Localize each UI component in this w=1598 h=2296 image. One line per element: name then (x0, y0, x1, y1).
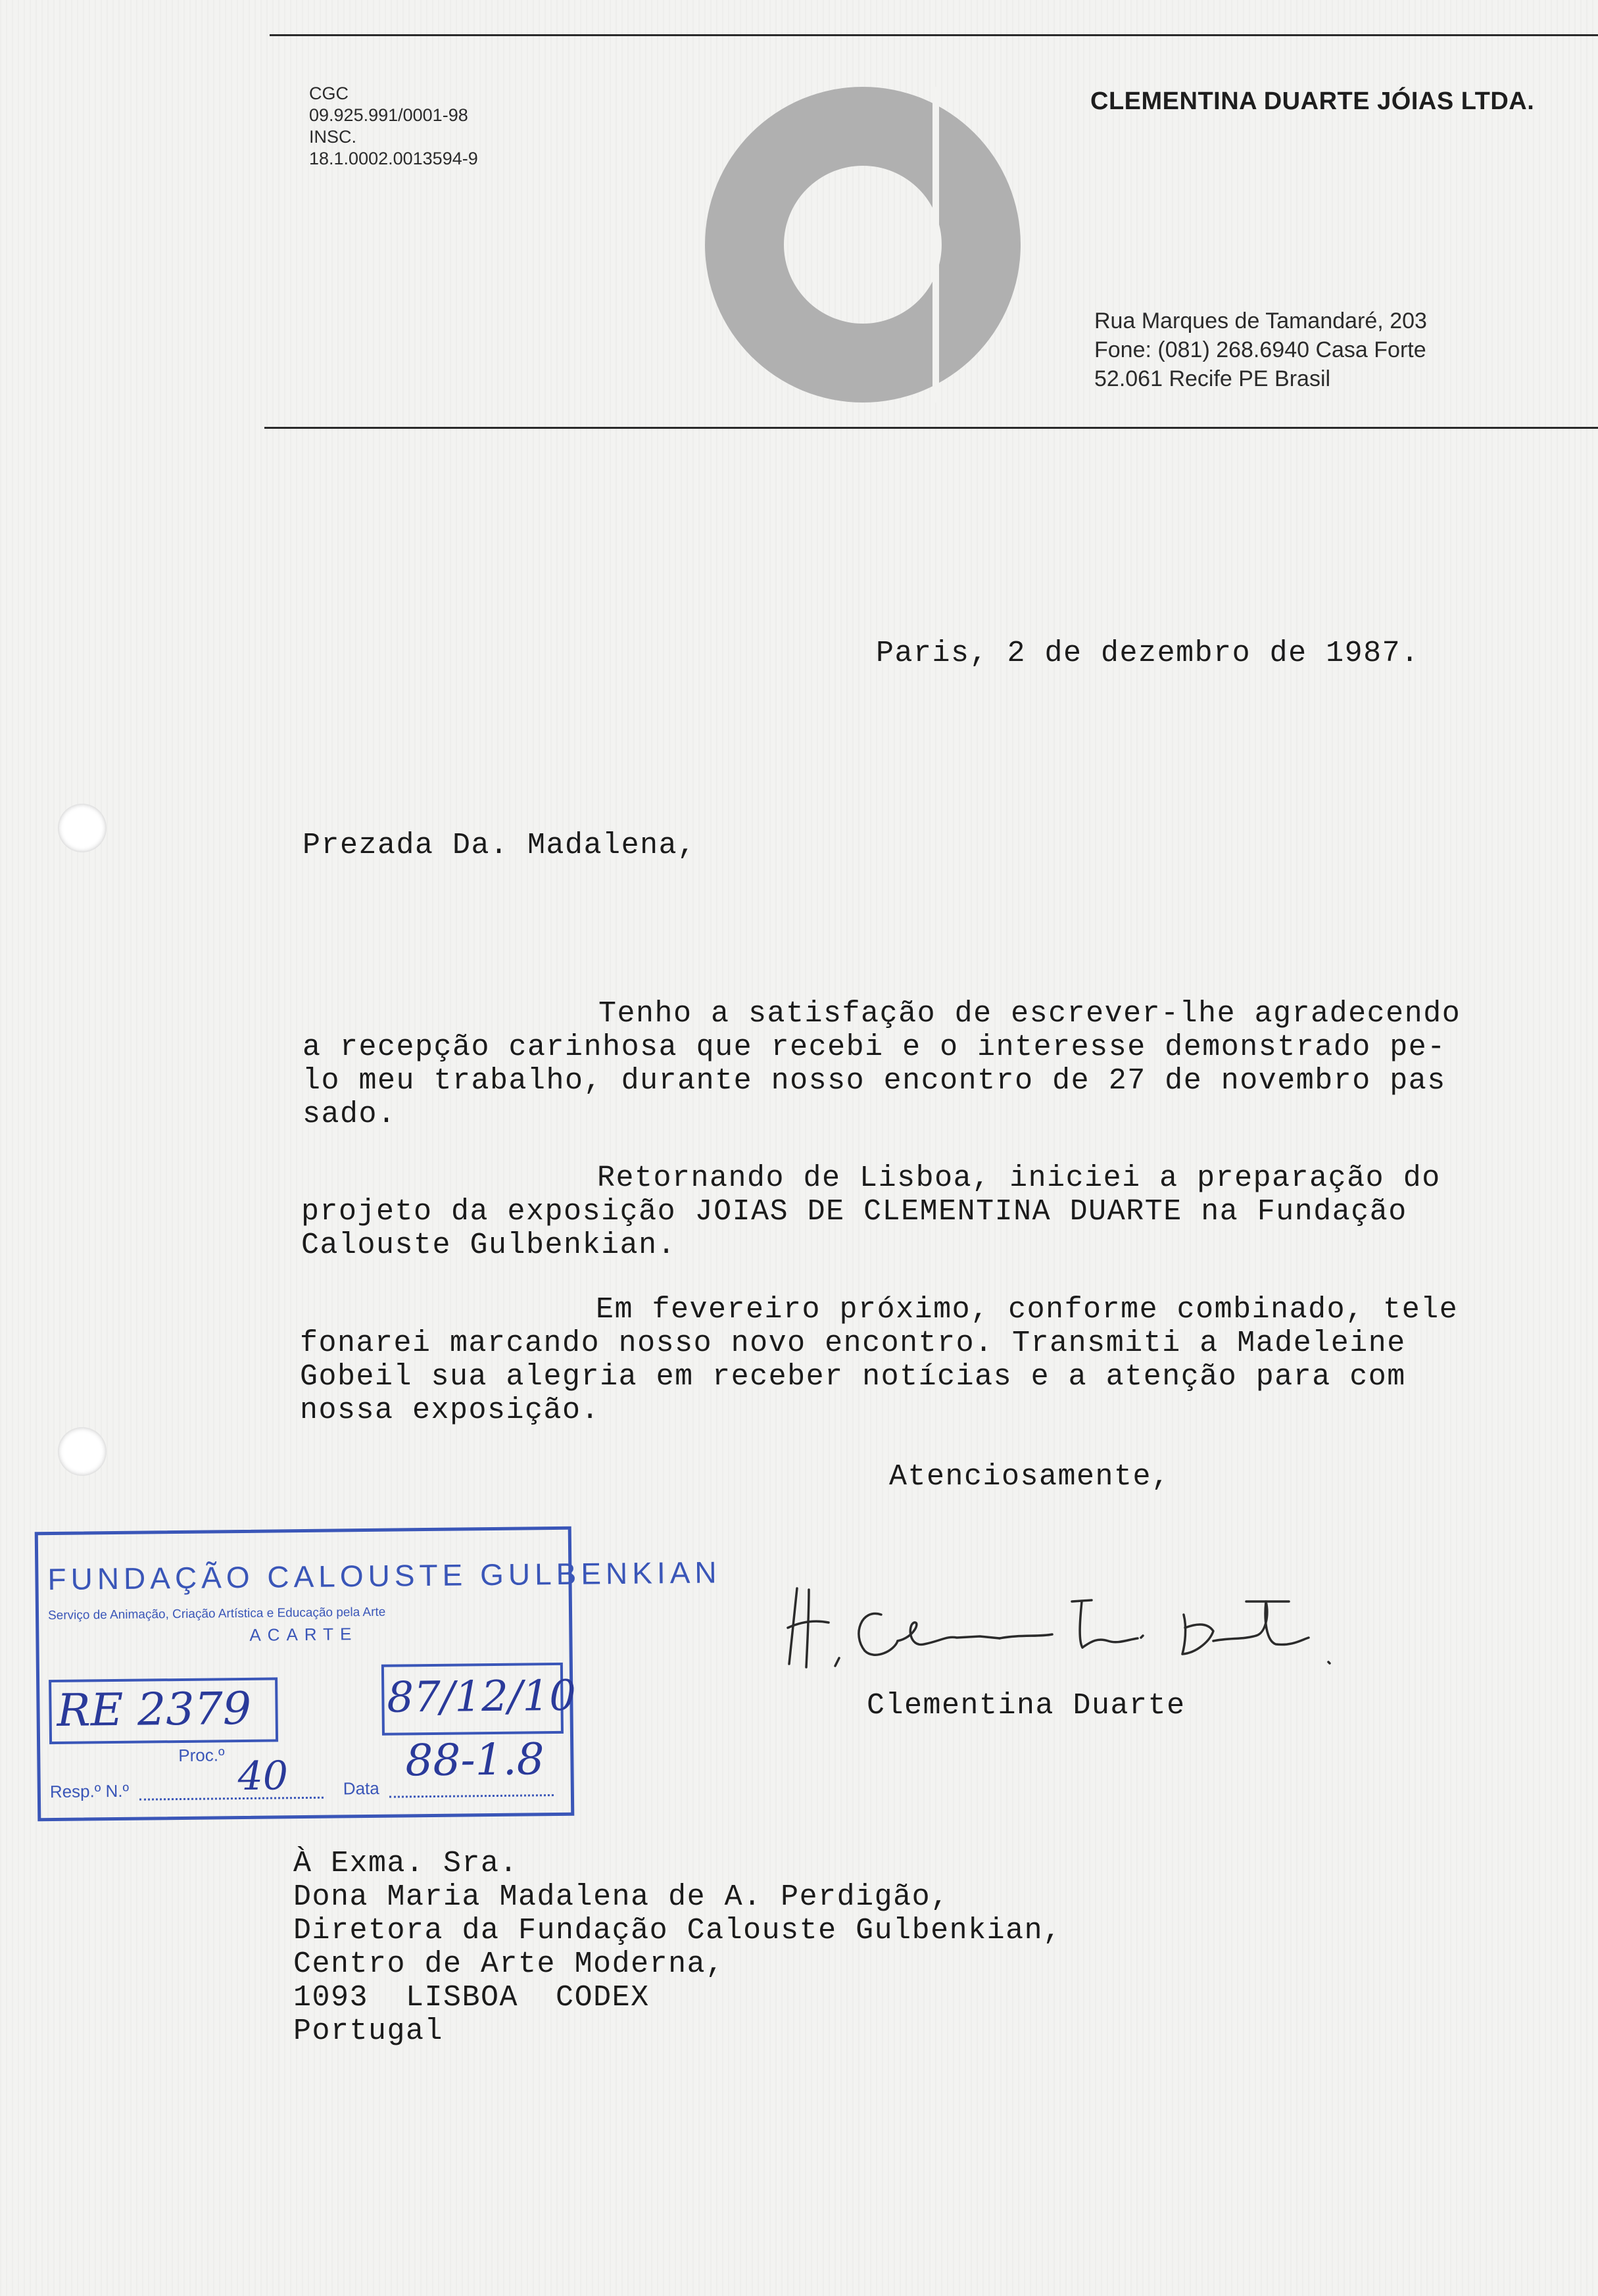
receipt-stamp (35, 1527, 721, 1822)
paragraph-3 (300, 1293, 1458, 1427)
recipient-line: Dona Maria Madalena de A. Perdigão, (293, 1880, 950, 1914)
letterhead-bottom-rule (264, 427, 1598, 429)
handwritten-signature (783, 1575, 1348, 1680)
address-city: 52.061 Recife PE Brasil (1094, 366, 1331, 391)
paragraph-3-line: Em fevereiro próximo, conforme combinado, tele (596, 1293, 1459, 1327)
closing: Atenciosamente, (889, 1460, 1171, 1494)
stamp-date-handwritten: 87/12/10 (387, 1671, 577, 1722)
paragraph-1-line: sado. (303, 1098, 397, 1131)
paragraph-1 (303, 997, 1461, 1131)
stamp-date-box (381, 1663, 577, 1736)
stamp-data-value: 88-1.8 (404, 1734, 545, 1786)
stamp-acronym: ACARTE (249, 1624, 358, 1645)
stamp-resp-line (139, 1797, 324, 1801)
date-line: Paris, 2 de dezembro de 1987. (876, 637, 1420, 670)
address-street: Rua Marques de Tamandaré, 203 (1094, 308, 1427, 333)
recipient-block (293, 1847, 1062, 2048)
recipient-line: Diretora da Fundação Calouste Gulbenkian, (293, 1914, 1062, 1947)
stamp-registration-box (49, 1677, 278, 1744)
insc-label: INSC. (309, 127, 357, 147)
address-block (1094, 306, 1427, 393)
salutation: Prezada Da. Madalena, (303, 829, 696, 862)
stamp-proc-label: Proc.º (178, 1745, 225, 1766)
recipient-line: 1093 LISBOA CODEX (293, 1981, 650, 2015)
paragraph-3-line: fonarei marcando nosso novo encontro. Transmiti a Madeleine (300, 1327, 1406, 1360)
paragraph-2-line: Retornando de Lisboa, iniciei a preparação do (597, 1161, 1441, 1195)
registration-block (309, 83, 478, 170)
letterhead-top-rule (270, 34, 1598, 36)
paragraph-3-line: nossa exposição. (300, 1394, 600, 1427)
stamp-title: FUNDAÇÃO CALOUSTE GULBENKIAN (47, 1555, 721, 1597)
stamp-data-label: Data (343, 1778, 379, 1799)
address-phone: Fone: (081) 268.6940 Casa Forte (1094, 337, 1426, 362)
stamp-data-line (389, 1794, 554, 1798)
cgc-label: CGC (309, 84, 349, 103)
insc-number: 18.1.0002.0013594-9 (309, 149, 478, 168)
punch-hole-bottom (58, 1427, 107, 1476)
recipient-line: Centro de Arte Moderna, (293, 1947, 725, 1981)
recipient-line: À Exma. Sra. (293, 1847, 519, 1880)
company-name: CLEMENTINA DUARTE JÓIAS LTDA. (1090, 87, 1535, 115)
paragraph-2-line: Calouste Gulbenkian. (301, 1229, 677, 1262)
signature-name: Clementina Duarte (867, 1689, 1186, 1722)
circle-ring-logo-icon (705, 87, 1021, 403)
paragraph-1-line: Tenho a satisfação de escrever-lhe agradecendo (598, 997, 1461, 1031)
stamp-resp-label: Resp.º N.º (49, 1780, 130, 1802)
paragraph-1-line: a recepção carinhosa que recebi e o interesse demonstrado pe- (303, 1031, 1446, 1064)
paragraph-1-line: lo meu trabalho, durante nosso encontro de 27 de novembro pas (303, 1064, 1446, 1098)
punch-hole-top (58, 804, 107, 852)
stamp-resp-value: 40 (237, 1753, 289, 1800)
paragraph-2-line: projeto da exposição JOIAS DE CLEMENTINA DUARTE na Fundação (301, 1195, 1407, 1229)
cgc-number: 09.925.991/0001-98 (309, 105, 468, 125)
recipient-line: Portugal (293, 2015, 444, 2048)
stamp-subtitle: Serviço de Animação, Criação Artística e Educação pela Arte (47, 1605, 386, 1623)
paragraph-2 (301, 1161, 1441, 1262)
paragraph-3-line: Gobeil sua alegria em receber notícias e a atenção para com (300, 1360, 1406, 1394)
stamp-registration-number: RE 2379 (57, 1682, 252, 1737)
